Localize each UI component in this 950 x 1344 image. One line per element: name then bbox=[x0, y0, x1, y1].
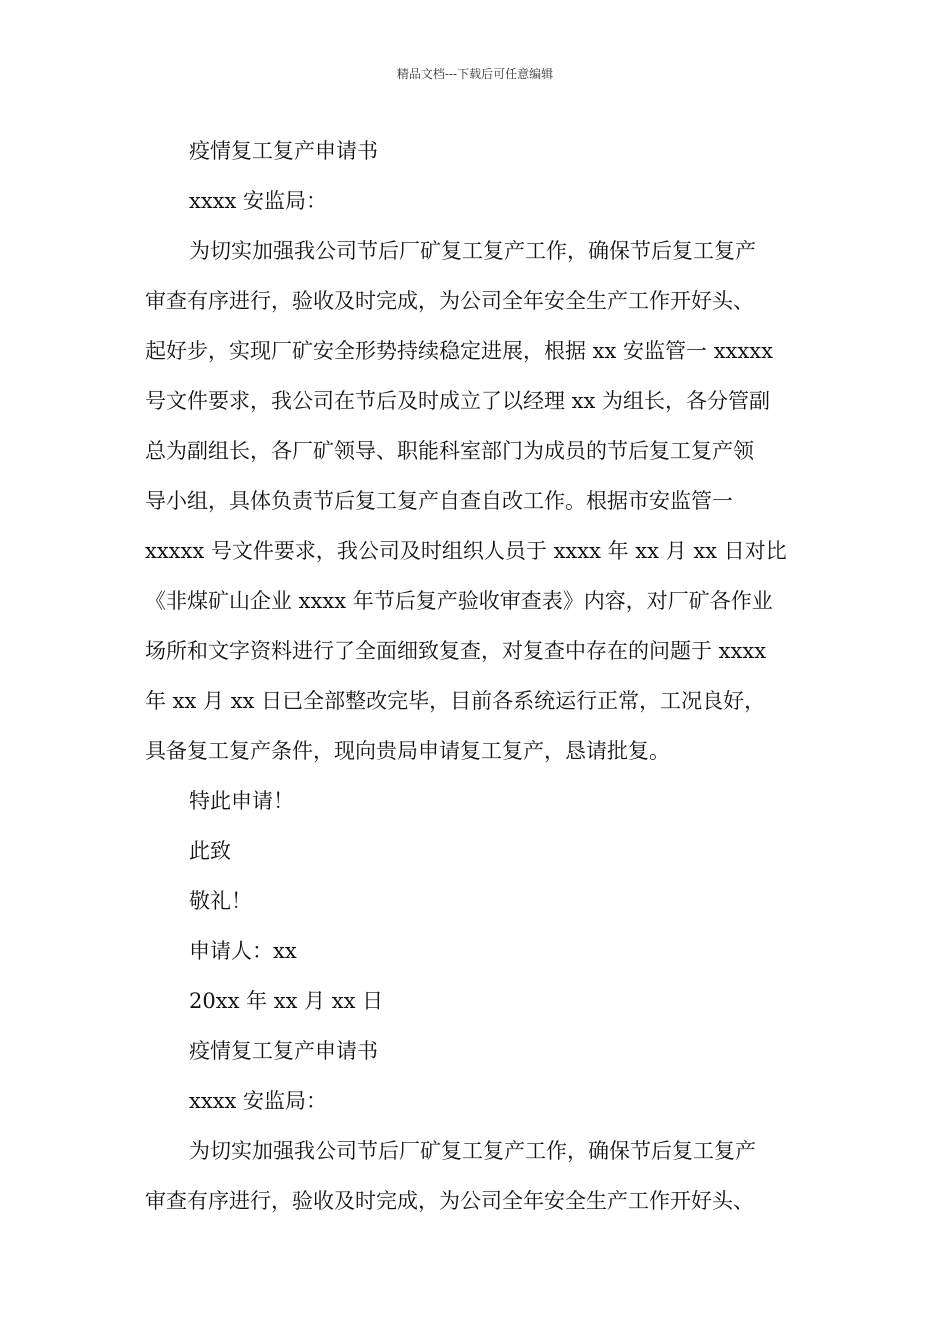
text-line: 疫情复工复产申请书 bbox=[189, 1039, 378, 1063]
text-line: 敬礼！ bbox=[189, 889, 252, 913]
text-line: xxxx 安监局： bbox=[189, 1089, 328, 1113]
text-line: 为切实加强我公司节后厂矿复工复产工作，确保节后复工复产 bbox=[189, 1139, 756, 1163]
text-line: 审查有序进行，验收及时完成，为公司全年安全生产工作开好头、 bbox=[145, 289, 754, 313]
text-line: 特此申请！ bbox=[189, 789, 294, 813]
text-line: 此致 bbox=[189, 839, 231, 863]
text-line: 年 xx 月 xx 日已全部整改完毕，目前各系统运行正常，工况良好， bbox=[145, 689, 766, 713]
text-line: 《非煤矿山企业 xxxx 年节后复产验收审查表》内容，对厂矿各作业 bbox=[145, 589, 773, 613]
text-line: 场所和文字资料进行了全面细致复查，对复查中存在的问题于 xxxx bbox=[145, 639, 767, 663]
text-line: 导小组，具体负责节后复工复产自查自改工作。根据市安监管一 bbox=[145, 489, 733, 513]
text-line: 审查有序进行，验收及时完成，为公司全年安全生产工作开好头、 bbox=[145, 1189, 754, 1213]
text-line: 20xx 年 xx 月 xx 日 bbox=[189, 989, 384, 1013]
page-header: 精品文档---下载后可任意编辑 bbox=[396, 67, 554, 81]
text-line: xxxx 安监局： bbox=[189, 189, 328, 213]
text-line: 为切实加强我公司节后厂矿复工复产工作，确保节后复工复产 bbox=[189, 239, 756, 263]
text-line: 号文件要求，我公司在节后及时成立了以经理 xx 为组长，各分管副 bbox=[145, 389, 771, 413]
text-line: 申请人：xx bbox=[189, 939, 297, 963]
document-body bbox=[145, 126, 813, 1226]
text-line: 起好步，实现厂矿安全形势持续稳定进展，根据 xx 安监管一 xxxxx bbox=[145, 339, 773, 363]
text-line: 具备复工复产条件，现向贵局申请复工复产，恳请批复。 bbox=[145, 739, 670, 763]
text-line: xxxxx 号文件要求，我公司及时组织人员于 xxxx 年 xx 月 xx 日对比 bbox=[145, 539, 787, 563]
text-line: 总为副组长，各厂矿领导、职能科室部门为成员的节后复工复产领 bbox=[145, 439, 754, 463]
text-line: 疫情复工复产申请书 bbox=[189, 139, 378, 163]
